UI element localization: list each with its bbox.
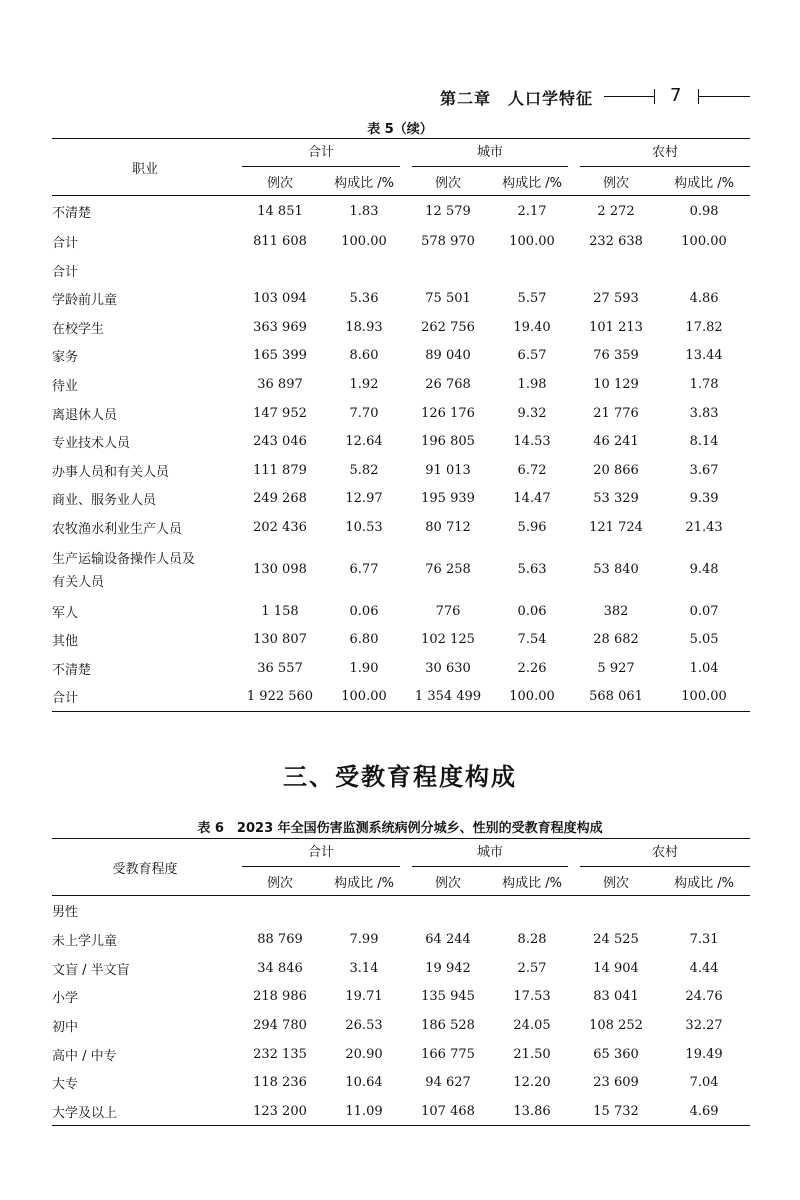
cell-count: 89 040: [425, 348, 471, 364]
row-label: 高中 / 中专: [52, 1048, 117, 1064]
cell-count: 232 638: [589, 234, 643, 249]
cell-count: 65 360: [593, 1046, 639, 1062]
table5-body: [52, 196, 750, 712]
cell-count: 147 952: [253, 405, 307, 421]
row-label: 专业技术人员: [52, 436, 131, 452]
table-row: [52, 625, 750, 654]
cell-count: 19 942: [425, 960, 471, 976]
cell-count: 108 252: [589, 1018, 643, 1034]
row-label: 家务: [52, 350, 79, 366]
cell-count: 12 579: [425, 204, 471, 220]
cell-ratio: 100.00: [341, 689, 387, 705]
table-row: [52, 456, 750, 485]
cell-count: 1 158: [261, 603, 299, 619]
cell-count: 27 593: [593, 291, 639, 307]
cell-ratio: 10.64: [345, 1075, 383, 1091]
cell-count: 135 945: [421, 989, 475, 1005]
cell-ratio: 7.54: [517, 632, 547, 648]
cell-ratio: 0.98: [689, 204, 719, 220]
table6-sub-ratio: 构成比 /%: [674, 875, 734, 891]
cell-ratio: 17.53: [513, 989, 551, 1005]
cell-count: 94 627: [425, 1075, 471, 1091]
row-label: 大学及以上: [52, 1105, 118, 1121]
cell-count: 10 129: [593, 377, 639, 393]
table6-row-header: 受教育程度: [52, 839, 238, 896]
table6-sub-count: 例次: [435, 875, 462, 891]
table-row: [52, 513, 750, 542]
cell-count: 126 176: [421, 405, 475, 421]
cell-count: 249 268: [253, 491, 307, 507]
cell-ratio: 17.82: [685, 319, 723, 335]
row-label-line2: 有关人员: [52, 575, 105, 591]
cell-ratio: 3.83: [689, 405, 719, 421]
cell-count: 15 732: [593, 1103, 639, 1119]
cell-ratio: 1.04: [689, 660, 719, 676]
cell-count: 46 241: [593, 434, 639, 450]
table-row: [52, 926, 750, 955]
table6-group-urban: 城市: [406, 839, 574, 868]
cell-count: 23 609: [593, 1075, 639, 1091]
cell-ratio: 1.83: [349, 204, 379, 220]
row-label: 合计: [52, 691, 79, 707]
table-row: [52, 654, 750, 683]
cell-count: 53 329: [593, 491, 639, 507]
cell-count: 102 125: [421, 632, 475, 648]
running-header: [432, 86, 762, 108]
cell-ratio: 100.00: [509, 234, 555, 249]
cell-ratio: 24.76: [685, 989, 723, 1005]
cell-count: 14 904: [593, 960, 639, 976]
cell-ratio: 26.53: [345, 1018, 383, 1034]
cell-count: 578 970: [421, 234, 475, 249]
cell-ratio: 9.39: [689, 491, 719, 507]
cell-count: 123 200: [253, 1103, 307, 1119]
chapter-title: 第二章 人口学特征: [440, 89, 594, 108]
table-row: [52, 1068, 750, 1097]
table5-sub-count: 例次: [435, 175, 462, 191]
cell-ratio: 4.86: [689, 291, 719, 307]
cell-ratio: 21.43: [685, 520, 723, 536]
cell-ratio: 9.48: [689, 561, 719, 577]
table5-sub-ratio: 构成比 /%: [502, 175, 562, 191]
cell-count: 14 851: [257, 204, 303, 220]
section-label: 男性: [52, 905, 79, 921]
table5-group-urban: 城市: [406, 139, 574, 168]
table-row: [52, 370, 750, 399]
cell-count: 103 094: [253, 291, 307, 307]
cell-count: 76 258: [425, 561, 471, 577]
table6-sub-count: 例次: [266, 875, 293, 891]
cell-ratio: 6.77: [349, 561, 379, 577]
cell-ratio: 32.27: [685, 1018, 723, 1034]
row-label: 合计: [52, 236, 79, 251]
cell-ratio: 1.78: [689, 377, 719, 393]
cell-ratio: 14.53: [513, 434, 551, 450]
cell-count: 166 775: [421, 1046, 475, 1062]
header-rule-left: [604, 96, 654, 97]
cell-ratio: 100.00: [681, 689, 727, 705]
row-label-line1: 生产运输设备操作人员及: [52, 552, 196, 568]
cell-ratio: 13.86: [513, 1103, 551, 1119]
cell-ratio: 24.05: [513, 1018, 551, 1034]
section-row: [52, 896, 750, 926]
cell-ratio: 6.57: [517, 348, 547, 364]
cell-count: 34 846: [257, 960, 303, 976]
cell-count: 232 135: [253, 1046, 307, 1062]
cell-ratio: 5.63: [517, 561, 547, 577]
cell-ratio: 19.40: [513, 319, 551, 335]
cell-ratio: 1.90: [349, 660, 379, 676]
row-label: 办事人员和有关人员: [52, 464, 170, 480]
row-label: 商业、服务业人员: [52, 493, 157, 509]
cell-ratio: 7.99: [349, 932, 379, 948]
cell-ratio: 6.80: [349, 632, 379, 648]
cell-count: 121 724: [589, 520, 643, 536]
row-label: 初中: [52, 1020, 79, 1036]
cell-ratio: 19.49: [685, 1046, 723, 1062]
row-label: 其他: [52, 634, 79, 650]
row-label: [52, 542, 238, 597]
cell-ratio: 4.44: [689, 960, 719, 976]
cell-count: 28 682: [593, 632, 639, 648]
header-rule-right: [698, 96, 750, 97]
table-row: [52, 983, 750, 1012]
cell-count: 262 756: [421, 319, 475, 335]
table-row: [52, 313, 750, 342]
cell-ratio: 3.67: [689, 462, 719, 478]
table5-sub-ratio: 构成比 /%: [674, 175, 734, 191]
cell-ratio: 5.82: [349, 462, 379, 478]
table6-sub-ratio: 构成比 /%: [334, 875, 394, 891]
cell-ratio: 7.70: [349, 405, 379, 421]
row-label: 待业: [52, 379, 79, 395]
cell-ratio: 0.07: [689, 603, 719, 619]
cell-ratio: 1.98: [517, 377, 547, 393]
table5-sub-ratio: 构成比 /%: [334, 175, 394, 191]
table-row: [52, 1097, 750, 1126]
cell-count: 811 608: [253, 234, 307, 249]
cell-count: 294 780: [253, 1018, 307, 1034]
cell-count: 76 359: [593, 348, 639, 364]
table-row: [52, 399, 750, 428]
cell-count: 5 927: [597, 660, 635, 676]
cell-count: 568 061: [589, 689, 643, 705]
cell-count: 130 098: [253, 561, 307, 577]
row-label: 农牧渔水利业生产人员: [52, 522, 183, 538]
cell-count: 101 213: [589, 319, 643, 335]
cell-ratio: 9.32: [517, 405, 547, 421]
table6-body: [52, 896, 750, 1126]
table-row: [52, 1040, 750, 1069]
cell-ratio: 2.26: [517, 660, 547, 676]
cell-ratio: 100.00: [341, 234, 387, 249]
cell-ratio: 0.06: [349, 603, 379, 619]
cell-count: 196 805: [421, 434, 475, 450]
table-row: [52, 342, 750, 371]
cell-count: 186 528: [421, 1018, 475, 1034]
cell-count: 30 630: [425, 660, 471, 676]
cell-count: 75 501: [425, 291, 471, 307]
cell-ratio: 21.50: [513, 1046, 551, 1062]
section-label: 合计: [52, 264, 79, 280]
table-row: [52, 954, 750, 983]
cell-ratio: 4.69: [689, 1103, 719, 1119]
cell-count: 111 879: [253, 462, 307, 478]
cell-count: 118 236: [253, 1075, 307, 1091]
table5-group-total: 合计: [238, 139, 406, 168]
table5: [52, 138, 750, 712]
cell-ratio: 20.90: [345, 1046, 383, 1062]
table6-caption: 表 6 2023 年全国伤害监测系统病例分城乡、性别的受教育程度构成: [197, 821, 603, 836]
section-row: [52, 256, 750, 285]
cell-count: 363 969: [253, 319, 307, 335]
cell-ratio: 2.17: [517, 204, 547, 220]
table5-group-rural: 农村: [574, 139, 750, 168]
table-row: [52, 196, 750, 228]
row-label: 军人: [52, 605, 79, 621]
table-row: [52, 228, 750, 256]
table6-sub-ratio: 构成比 /%: [502, 875, 562, 891]
cell-count: 20 866: [593, 462, 639, 478]
row-label: 大专: [52, 1077, 79, 1093]
cell-ratio: 18.93: [345, 319, 383, 335]
cell-count: 36 897: [257, 377, 303, 393]
cell-ratio: 7.31: [689, 932, 719, 948]
cell-ratio: 12.20: [513, 1075, 551, 1091]
table-row: [52, 683, 750, 712]
cell-count: 26 768: [425, 377, 471, 393]
table-row: [52, 1011, 750, 1040]
cell-count: 36 557: [257, 660, 303, 676]
cell-ratio: 5.96: [517, 520, 547, 536]
row-label: 未上学儿童: [52, 934, 118, 950]
row-label: 不清楚: [52, 206, 92, 222]
section-title: 三、受教育程度构成: [283, 763, 517, 791]
table-row: [52, 542, 750, 597]
table5-sub-count: 例次: [603, 175, 630, 191]
cell-count: 243 046: [253, 434, 307, 450]
cell-count: 218 986: [253, 989, 307, 1005]
row-label: 不清楚: [52, 662, 92, 678]
table5-sub-count: 例次: [266, 175, 293, 191]
table6-group-total: 合计: [238, 839, 406, 868]
cell-ratio: 5.36: [349, 291, 379, 307]
row-label: 学龄前儿童: [52, 293, 118, 309]
cell-ratio: 5.57: [517, 291, 547, 307]
cell-count: 107 468: [421, 1103, 475, 1119]
table-row: [52, 285, 750, 314]
cell-ratio: 100.00: [681, 234, 727, 249]
row-label: 文盲 / 半文盲: [52, 962, 130, 978]
table5-row-header: 职业: [52, 139, 238, 196]
table6-sub-count: 例次: [603, 875, 630, 891]
cell-count: 53 840: [593, 561, 639, 577]
row-label: 在校学生: [52, 321, 105, 337]
table6-group-rural: 农村: [574, 839, 750, 868]
row-label: 小学: [52, 991, 79, 1007]
cell-count: 91 013: [425, 462, 471, 478]
cell-ratio: 19.71: [345, 989, 383, 1005]
cell-ratio: 8.60: [349, 348, 379, 364]
cell-ratio: 11.09: [345, 1103, 383, 1119]
cell-count: 24 525: [593, 932, 639, 948]
cell-ratio: 1.92: [349, 377, 379, 393]
cell-count: 21 776: [593, 405, 639, 421]
header-tick-left: [654, 89, 655, 104]
table5-caption: 表 5（续）: [367, 122, 433, 137]
table-row: [52, 485, 750, 514]
cell-ratio: 13.44: [685, 348, 723, 364]
cell-ratio: 6.72: [517, 462, 547, 478]
cell-ratio: 8.28: [517, 932, 547, 948]
cell-count: 1 922 560: [246, 689, 314, 705]
cell-ratio: 3.14: [349, 960, 379, 976]
cell-count: 195 939: [421, 491, 475, 507]
cell-ratio: 14.47: [513, 491, 551, 507]
cell-ratio: 100.00: [509, 689, 555, 705]
cell-count: 165 399: [253, 348, 307, 364]
cell-ratio: 0.06: [517, 603, 547, 619]
table-row: [52, 597, 750, 626]
cell-count: 2 272: [597, 204, 635, 220]
cell-ratio: 12.64: [345, 434, 383, 450]
cell-ratio: 10.53: [345, 520, 383, 536]
cell-count: 83 041: [593, 989, 639, 1005]
cell-count: 382: [603, 603, 629, 619]
table6: [52, 838, 750, 1126]
cell-ratio: 2.57: [517, 960, 547, 976]
cell-count: 88 769: [257, 932, 303, 948]
cell-count: 202 436: [253, 520, 307, 536]
cell-count: 130 807: [253, 632, 307, 648]
cell-ratio: 12.97: [345, 491, 383, 507]
table-row: [52, 427, 750, 456]
cell-count: 64 244: [425, 932, 471, 948]
cell-count: 80 712: [425, 520, 471, 536]
cell-ratio: 8.14: [689, 434, 719, 450]
row-label: 离退休人员: [52, 407, 118, 423]
cell-count: 776: [435, 603, 461, 619]
cell-ratio: 5.05: [689, 632, 719, 648]
cell-count: 1 354 499: [414, 689, 482, 705]
cell-ratio: 7.04: [689, 1075, 719, 1091]
page-number: 7: [670, 85, 682, 106]
